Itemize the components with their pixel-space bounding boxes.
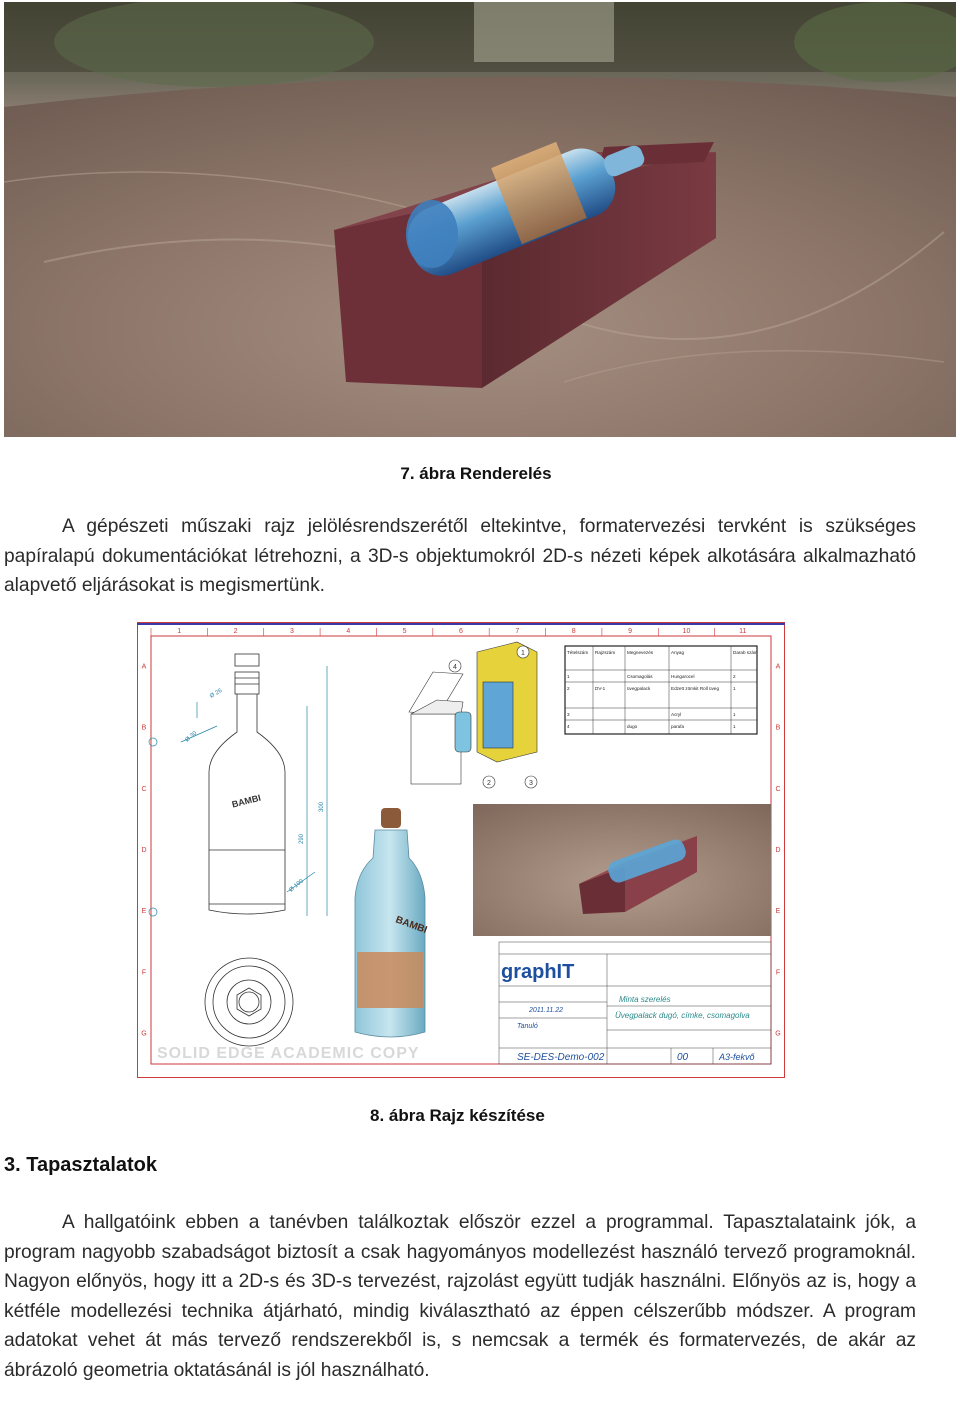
dim-text-2: Ø 30 bbox=[184, 730, 199, 744]
dim-text-1: Ø 26 bbox=[209, 688, 224, 700]
bom-header-cell: Megnevezés bbox=[627, 650, 654, 655]
tb-title-1: Minta szerelés bbox=[619, 995, 671, 1004]
bom-cell: 1 bbox=[733, 712, 736, 717]
body-paragraph-2: A hallgatóink ebben a tanévben találkoztak először ezzel a programmal. Tapasztalataink jók, a program nagyobb szabadságot biztosít a csak hagyományos modellezést használó tervező programoknál. Nagyon előnyös, hogy itt a 2D-s és 3D-s tervezést, rajzolást együtt tudják használni. Előnyös az is, hogy a kétféle modellezési technika átjárható, mindig kiválasztható az éppen célszerűbb módszer. A program adatokat vehet át más tervező rendszerekből is, s nemcsak a termék és formatervezés, de akár az ábrázoló geometria oktatásánál is jól használható. bbox=[4, 1212, 916, 1381]
sheet-row-letter: F bbox=[775, 969, 781, 977]
sheet-row-letter: B bbox=[775, 724, 781, 732]
sheet-row-letter: D bbox=[775, 847, 781, 854]
bom-cell: Edzett zömkit Roll üveg bbox=[671, 686, 719, 691]
sheet-row-letter: C bbox=[775, 785, 781, 793]
tb-sheet-size: A3-fekvő bbox=[719, 1052, 755, 1062]
sheet-column-number: 9 bbox=[628, 628, 633, 635]
figure-7-caption: 7. ábra Renderelés bbox=[400, 464, 552, 483]
svg-text:BAMBI: BAMBI bbox=[393, 914, 429, 937]
bom-cell: parafa bbox=[671, 724, 685, 729]
dim-text-5: Ø 100 bbox=[288, 878, 305, 894]
sheet-row-letter: G bbox=[141, 1030, 147, 1038]
bom-cell: 2 bbox=[567, 686, 570, 691]
sheet-column-number: 8 bbox=[571, 628, 576, 635]
sheet-row-letter: A bbox=[141, 663, 147, 671]
sheet-row-letter: G bbox=[775, 1030, 781, 1038]
balloon-3: 3 bbox=[529, 780, 533, 787]
sheet-column-number: 3 bbox=[289, 628, 294, 635]
sheet-row-letter: B bbox=[141, 724, 147, 732]
section-heading: 3. Tapasztalatok bbox=[4, 1154, 158, 1176]
watermark: SOLID EDGE ACADEMIC COPY bbox=[157, 1045, 420, 1062]
bom-cell: DV-1 bbox=[595, 686, 606, 691]
sheet-row-letter: C bbox=[141, 785, 147, 793]
bom-header-cell: Anyag bbox=[671, 650, 685, 655]
sheet-column-number: 11 bbox=[739, 628, 747, 635]
bom-cell: 1 bbox=[733, 686, 736, 691]
bom-header-cell: Rajzszám bbox=[595, 650, 616, 655]
tb-revision: 00 bbox=[677, 1052, 689, 1063]
figure-8-caption: 8. ábra Rajz készítése bbox=[370, 1106, 545, 1125]
sheet-row-letter: E bbox=[775, 908, 781, 916]
bom-header-cell: Darab szám bbox=[733, 650, 758, 655]
render-thumbnail bbox=[473, 804, 771, 936]
sheet-column-number: 10 bbox=[682, 628, 691, 635]
sheet-row-letter: E bbox=[141, 908, 147, 916]
bom-cell: 1 bbox=[567, 674, 570, 679]
bottle-label-text: BAMBI bbox=[230, 792, 262, 810]
bom-cell: 2 bbox=[733, 674, 736, 679]
bom-cell: 3 bbox=[567, 712, 570, 717]
render-image bbox=[4, 2, 956, 437]
bom-cell: Csomagolás bbox=[627, 674, 653, 679]
sheet-row-letter: A bbox=[775, 663, 781, 671]
sheet-column-number: 6 bbox=[459, 628, 463, 635]
bom-cell: Hungarocel bbox=[671, 674, 695, 679]
bom-cell: dugo bbox=[627, 724, 638, 729]
tb-drawing-no: SE-DES-Demo-002 bbox=[517, 1052, 605, 1063]
sheet-column-number: 2 bbox=[233, 628, 238, 635]
bom-table bbox=[565, 646, 758, 734]
sheet-column-number: 7 bbox=[515, 628, 520, 635]
sheet-column-number: 1 bbox=[177, 628, 182, 635]
body-paragraph-1: A gépészeti műszaki rajz jelölésrendszerétől eltekintve, formatervezési tervként is szükséges papíralapú dokumentációkat létrehozni, a 3D-s objektumokról 2D-s nézeti képek alkotására alkalmazható alapvető eljárásokat is megismertünk. bbox=[4, 516, 916, 596]
bom-cell: Acryl bbox=[671, 712, 682, 717]
balloon-4: 4 bbox=[453, 664, 457, 671]
sheet-row-letter: D bbox=[141, 847, 147, 854]
bom-cell: 1 bbox=[733, 724, 736, 729]
tb-title-2: Üvegpalack dugó, címke, csomagolva bbox=[615, 1011, 750, 1020]
dim-text-4: 290 bbox=[299, 833, 305, 844]
graphit-logo: graphIT bbox=[501, 961, 575, 983]
tb-date: 2011.11.22 bbox=[529, 1007, 563, 1014]
balloon-1: 1 bbox=[521, 650, 525, 657]
drawing-sheet bbox=[137, 622, 785, 1078]
bom-header-cell: Tételszám bbox=[567, 650, 589, 655]
tb-designer: Tanuló bbox=[517, 1023, 538, 1030]
dim-text-3: 300 bbox=[319, 801, 325, 812]
sheet-column-number: 4 bbox=[346, 628, 351, 635]
sheet-row-letter: F bbox=[141, 969, 147, 977]
sheet-column-number: 5 bbox=[402, 628, 407, 635]
bom-cell: 4 bbox=[567, 724, 570, 729]
balloon-2: 2 bbox=[487, 780, 491, 787]
bom-cell: üvegpalack bbox=[627, 686, 651, 691]
